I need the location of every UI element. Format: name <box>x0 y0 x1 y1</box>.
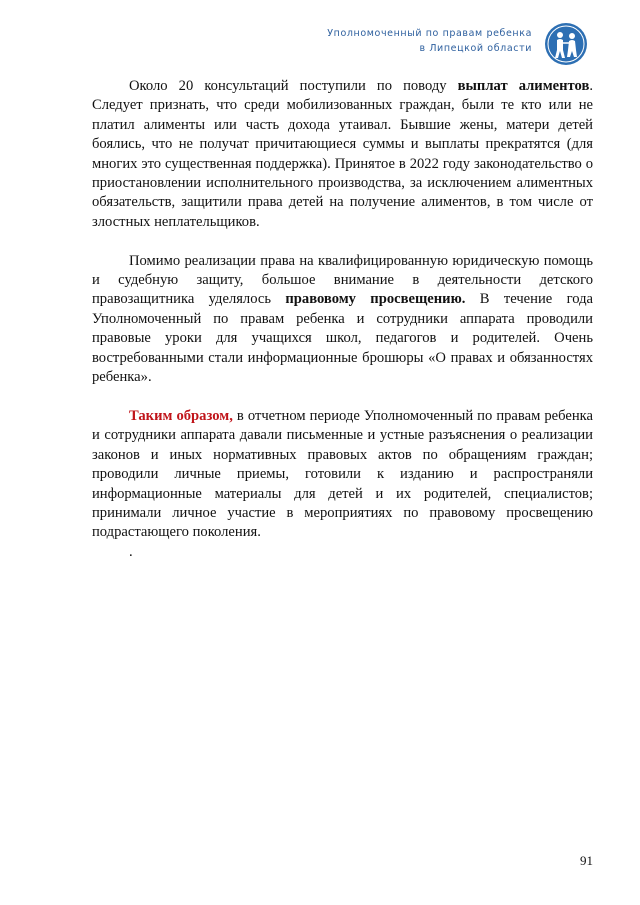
header-line-2: в Липецкой области <box>419 43 532 54</box>
children-silhouette-logo-icon <box>544 22 588 66</box>
header-line-1: Уполномоченный по правам ребенка <box>327 28 532 39</box>
paragraph-legal-education: Помимо реализации права на квалифицированную юридическую помощь и судебную защиту, большое внимание в деятельности детского правозащитника уделялось правовому просвещению. В течение года Уполномоченный по правам ребенка и сотрудники аппарата проводили правовые уроки для учащихся школ, педагогов и родителей. Очень востребованными стали информационные брошюры «О правах и обязанностях ребенка». <box>92 252 593 386</box>
page-header <box>327 26 532 56</box>
paragraph-conclusion: Таким образом, в отчетном периоде Уполномоченный по правам ребенка и сотрудники аппарата давали письменные и устные разъяснения о реализации законов и иных нормативных правовых актов по обращениям граждан; проводили личные приемы, готовили к изданию и распространяли информационные материалы для детей и их родителей, специалистов; принимали личное участие в мероприятиях по правовому просвещению подрастающего поколения. <box>92 407 594 541</box>
red-emphasis-phrase: Таким образом, <box>129 407 233 424</box>
trailing-dot: . <box>129 543 133 560</box>
page-number: 91 <box>580 853 593 868</box>
paragraph-alimony: Около 20 консультаций поступили по поводу выплат алиментов. Следует признать, что среди мобилизованных граждан, были те кто или не платил алименты или часть дохода утаивал. Бывшие жены, матери детей боялись, что не получат причитающиеся суммы и выплаты прекратятся (для многих это существенная поддержка). Принятое в 2022 году законодательство о приостановлении исполнительного производства, за исключением алиментных обязательств, защитили права детей на получение алиментов, в том числе от злостных неплательщиков. <box>92 78 593 230</box>
bold-legal-education-phrase: правовому просвещению. <box>285 291 466 308</box>
document-body <box>92 77 593 562</box>
bold-alimony-phrase: выплат алиментов <box>457 78 590 94</box>
